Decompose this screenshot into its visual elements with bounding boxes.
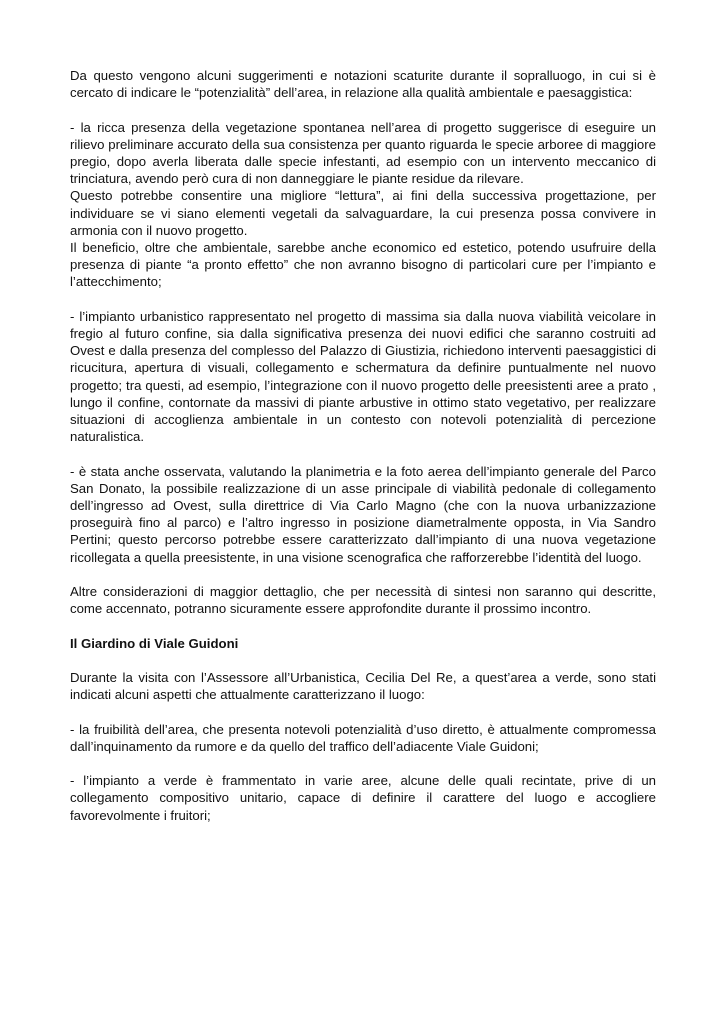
paragraph-spacer <box>70 703 656 720</box>
point-vegetation-reading: Questo potrebbe consentire una migliore “lettura”, ai fini della successiva progettazione, per individuare se vi siano elementi vegetali da salvaguardare, la cui presenza possa convivere in armonia con il nuovo progetto. <box>70 188 656 238</box>
point-vegetation-benefit: Il beneficio, oltre che ambientale, sarebbe anche economico ed estetico, potendo usufruire della presenza di piante “a pronto effetto” che non avranno bisogno di particolari cure per l’impianto e l’attecchimento; <box>70 240 656 290</box>
intro-paragraph: Da questo vengono alcuni suggerimenti e notazioni scaturite durante il sopralluogo, in cui si è cercato di indicare le “potenzialità” dell’area, in relazione alla qualità ambientale e paesaggistica: <box>70 68 656 101</box>
paragraph-spacer <box>70 566 656 583</box>
closing-paragraph: Altre considerazioni di maggior dettaglio, che per necessità di sintesi non saranno qui descritte, come accennato, potranno sicuramente essere approfondite durante il prossimo incontro. <box>70 584 656 617</box>
paragraph-spacer <box>70 617 656 634</box>
section-intro-paragraph: Durante la visita con l’Assessore all’Urbanistica, Cecilia Del Re, a quest’area a verde, sono stati indicati alcuni aspetti che attualmente caratterizzano il luogo: <box>70 670 656 703</box>
paragraph-spacer <box>70 291 656 308</box>
section-point-usability: - la fruibilità dell’area, che presenta notevoli potenzialità d’uso diretto, è attualmente compromessa dall’inquinamento da rumore e da quello del traffico dell’adiacente Viale Guidoni; <box>70 721 656 754</box>
section-point-green-layout: - l’impianto a verde è frammentato in varie aree, alcune delle quali recintate, prive di un collegamento compositivo unitario, capace di definire il carattere del luogo e accogliere favorevolmente i fruitori; <box>70 773 656 823</box>
point-urban-layout: - l’impianto urbanistico rappresentato nel progetto di massima sia dalla nuova viabilità veicolare in fregio al futuro confine, sia dalla significativa presenza dei nuovi edifici che saranno costruiti ad Ovest e dalla presenza del complesso del Palazzo di Giustizia, richiedono interventi paesaggistici di ricucitura, apertura di visuali, collegamento e schermatura da definire puntualmente nel nuovo progetto; tra questi, ad esempio, l’integrazione con il nuovo progetto delle preesistenti aree a prato , lungo il confine, contornate da massivi di piante arbustive in ottimo stato vegetativo, per realizzare situazioni di accoglienza ambientale in un contesto con notevoli potenzialità di percezione naturalistica. <box>70 308 656 445</box>
paragraph-spacer <box>70 755 656 772</box>
paragraph-spacer <box>70 652 656 669</box>
point-vegetation-survey: - la ricca presenza della vegetazione spontanea nell’area di progetto suggerisce di eseguire un rilievo preliminare accurato della sua consistenza per quanto riguarda le specie arboree di maggiore pregio, dopo averla liberata dalle specie infestanti, ad esempio con un intervento meccanico di trinciatura, avendo però cura di non danneggiare le piante residue da rilevare. <box>70 119 656 187</box>
paragraph-spacer <box>70 101 656 118</box>
paragraph-spacer <box>70 445 656 462</box>
point-pedestrian-axis: - è stata anche osservata, valutando la planimetria e la foto aerea dell’impianto generale del Parco San Donato, la possibile realizzazione di un asse principale di viabilità pedonale di collegamento dell’ingresso ad Ovest, sulla direttrice di Via Carlo Magno (che con la nuova urbanizzazione proseguirà fino al parco) e l’altro ingresso in posizione diametralmente opposta, in Via Sandro Pertini; questo percorso potrebbe essere caratterizzato dall’impianto di una nuova vegetazione ricollegata a quella preesistente, in una visione scenografica che rafforzerebbe l’identità del luogo. <box>70 463 656 565</box>
document-page <box>70 67 656 824</box>
section-heading: Il Giardino di Viale Guidoni <box>70 635 239 651</box>
